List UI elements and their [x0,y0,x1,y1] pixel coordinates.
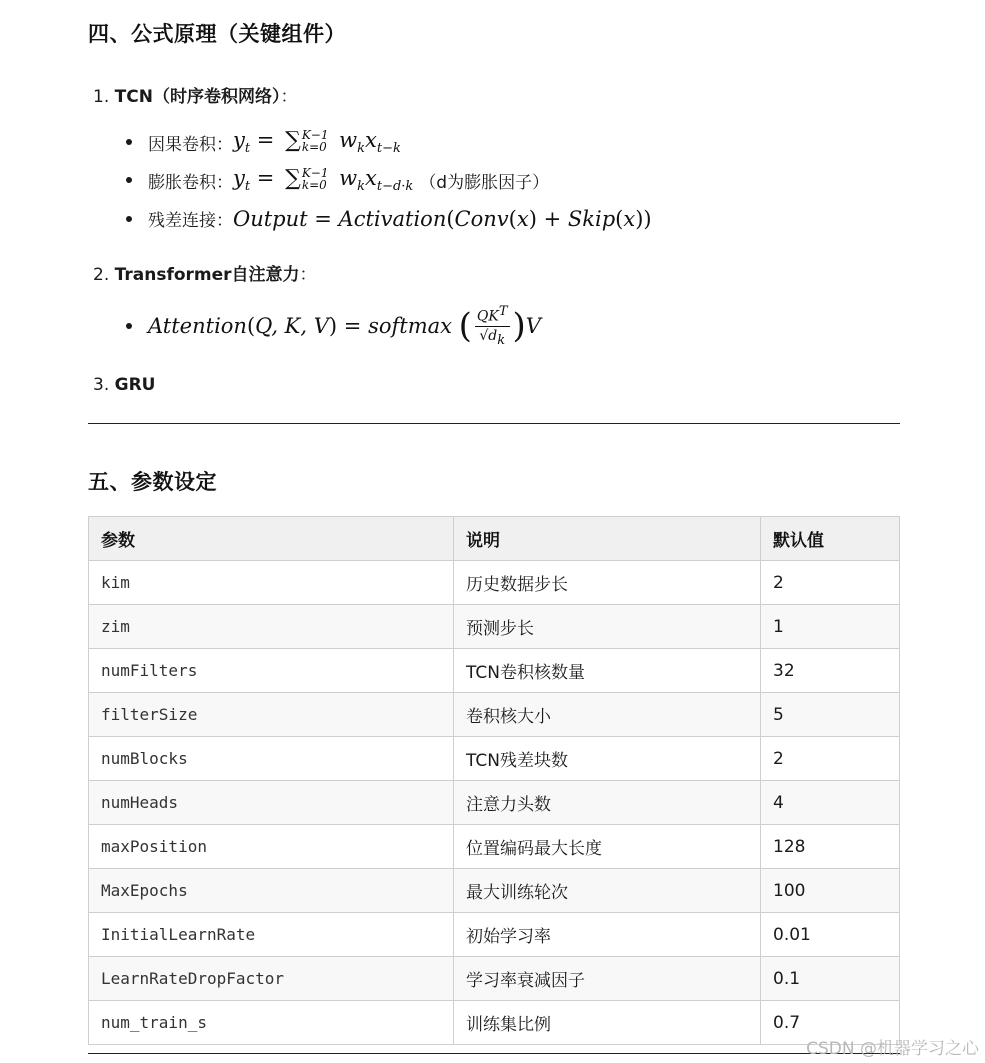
param-desc: 初始学习率 [454,913,761,957]
param-name: numFilters [89,649,454,693]
param-default: 5 [761,693,900,737]
table-row [89,561,900,605]
list-number: 2. [93,265,110,285]
param-name: filterSize [89,693,454,737]
table-row [89,781,900,825]
table-row [89,869,900,913]
header-param: 参数 [89,517,454,561]
section-4-heading: 四、公式原理（关键组件） [88,22,346,46]
param-default: 0.1 [761,957,900,1001]
divider [88,1053,900,1054]
param-default: 32 [761,649,900,693]
list-item-tcn [93,82,297,107]
param-desc: 历史数据步长 [454,561,761,605]
formula-note: （d为膨胀因子） [419,172,550,193]
watermark: CSDN @机器学习之心 [806,1039,979,1059]
list-item-transformer [93,260,317,285]
param-default: 0.7 [761,1001,900,1045]
table-row [89,913,900,957]
param-default: 2 [761,737,900,781]
table-row [89,649,900,693]
param-name: numBlocks [89,737,454,781]
param-desc: 位置编码最大长度 [454,825,761,869]
bullet-label: 膨胀卷积： [148,172,233,193]
formula-residual: Output = Activation(Conv(x) + Skip(x)) [233,206,652,231]
param-name: zim [89,605,454,649]
header-default: 默认值 [761,517,900,561]
table-row [89,737,900,781]
table-row [89,605,900,649]
param-default: 2 [761,561,900,605]
bullet-dot-icon [126,216,132,222]
param-default: 4 [761,781,900,825]
param-name: numHeads [89,781,454,825]
param-desc: 最大训练轮次 [454,869,761,913]
param-desc: 预测步长 [454,605,761,649]
param-name: num_train_s [89,1001,454,1045]
bullet-dilated-conv [126,166,549,194]
param-desc: 训练集比例 [454,1001,761,1045]
list-item-title: TCN（时序卷积网络） [114,87,281,107]
param-desc: 卷积核大小 [454,693,761,737]
param-name: InitialLearnRate [89,913,454,957]
bullet-residual [126,206,652,231]
param-name: MaxEpochs [89,869,454,913]
header-desc: 说明 [454,517,761,561]
param-name: kim [89,561,454,605]
divider [88,423,900,424]
table-row [89,693,900,737]
bullet-label: 残差连接： [148,211,233,231]
table-header-row [89,517,900,561]
bullet-causal-conv [126,128,401,156]
formula-dilated-conv: $y_t$ = ∑ K−1 k=0 $w_kx_{t-d\cdot k}$ [233,165,414,195]
bullet-dot-icon [126,323,132,329]
param-desc: TCN残差块数 [454,737,761,781]
bullet-attention [126,304,541,347]
param-default: 128 [761,825,900,869]
list-item-title: GRU [114,375,156,395]
param-desc: TCN卷积核数量 [454,649,761,693]
param-name: maxPosition [89,825,454,869]
section-5-heading: 五、参数设定 [88,470,217,494]
param-desc: 注意力头数 [454,781,761,825]
colon: ： [280,87,298,107]
bullet-label: 因果卷积： [148,134,233,155]
table-row [89,825,900,869]
param-name: LearnRateDropFactor [89,957,454,1001]
list-number: 3. [93,375,110,395]
formula-causal-conv: $y_t$ = ∑ K−1 k=0 $w_kx_{t-k}$ [233,127,401,157]
table-row [89,957,900,1001]
formula-attention: Attention ( Q, K, V ) = softmax ( $\frac{QK^T}{√d_k}$ ) V [148,304,541,348]
param-desc: 学习率衰减因子 [454,957,761,1001]
bullet-dot-icon [126,139,132,145]
table-row [89,1001,900,1045]
list-item-title: Transformer自注意力 [114,265,300,285]
list-item-gru [93,375,156,395]
list-number: 1. [93,87,110,107]
param-default: 100 [761,869,900,913]
param-default: 1 [761,605,900,649]
params-table [88,516,900,1045]
param-default: 0.01 [761,913,900,957]
colon: ： [299,265,317,285]
bullet-dot-icon [126,177,132,183]
